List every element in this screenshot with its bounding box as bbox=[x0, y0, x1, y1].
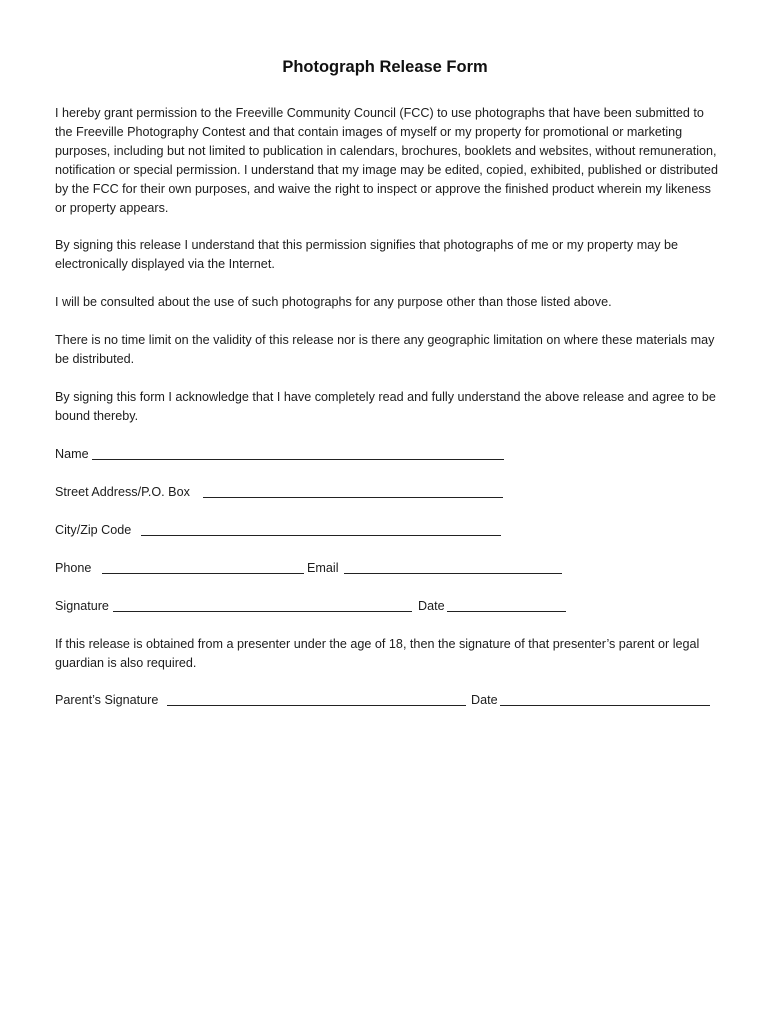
street-address-row bbox=[55, 482, 515, 502]
permission-paragraph: I hereby grant permission to the Freeville Community Council (FCC) to use photographs that have been submitted to the Freeville Photography Contest and that contain images of myself or my property for promotional or marketing purposes, including but not limited to publication in calendars, brochures, booklets and websites, without remuneration, notification or special permission. I understand that my image may be edited, copied, exhibited, published or distributed by the FCC for their own purposes, and waive the right to inspect or approve the finished product wherein my likeness or property appears. bbox=[55, 106, 718, 215]
parent-signature-label: Parent’s Signature bbox=[55, 693, 159, 707]
form-title: Photograph Release Form bbox=[282, 58, 488, 76]
parent-signature-line[interactable] bbox=[167, 705, 466, 706]
street-address-line[interactable] bbox=[203, 497, 503, 498]
email-line[interactable] bbox=[344, 573, 562, 574]
acknowledgement-paragraph: By signing this form I acknowledge that I have completely read and fully understand the above release and agree to be bound thereby. bbox=[55, 390, 716, 423]
minor-notice-paragraph: If this release is obtained from a presenter under the age of 18, then the signature of that presenter’s parent or legal guardian is also required. bbox=[55, 637, 700, 670]
name-label: Name bbox=[55, 447, 89, 461]
phone-label: Phone bbox=[55, 561, 92, 575]
consultation-paragraph: I will be consulted about the use of such photographs for any purpose other than those listed above. bbox=[55, 295, 612, 309]
signature-date-row bbox=[55, 596, 575, 616]
city-zip-label: City/Zip Code bbox=[55, 523, 132, 537]
street-address-label: Street Address/P.O. Box bbox=[55, 485, 190, 499]
parent-signature-row bbox=[55, 690, 715, 710]
date-label: Date bbox=[418, 599, 445, 613]
phone-line[interactable] bbox=[102, 573, 304, 574]
signature-line[interactable] bbox=[113, 611, 412, 612]
phone-email-row bbox=[55, 558, 575, 578]
email-label: Email bbox=[307, 561, 339, 575]
signature-label: Signature bbox=[55, 599, 109, 613]
city-zip-line[interactable] bbox=[141, 535, 501, 536]
name-line[interactable] bbox=[92, 459, 504, 460]
date-line[interactable] bbox=[447, 611, 566, 612]
parent-date-label: Date bbox=[471, 693, 498, 707]
parent-date-line[interactable] bbox=[500, 705, 710, 706]
internet-display-paragraph: By signing this release I understand that this permission signifies that photographs of me or my property may be electronically displayed via the Internet. bbox=[55, 238, 679, 271]
city-zip-row bbox=[55, 520, 515, 540]
name-row bbox=[55, 444, 515, 464]
validity-paragraph: There is no time limit on the validity of this release nor is there any geographic limitation on where these materials may be distributed. bbox=[55, 333, 715, 366]
